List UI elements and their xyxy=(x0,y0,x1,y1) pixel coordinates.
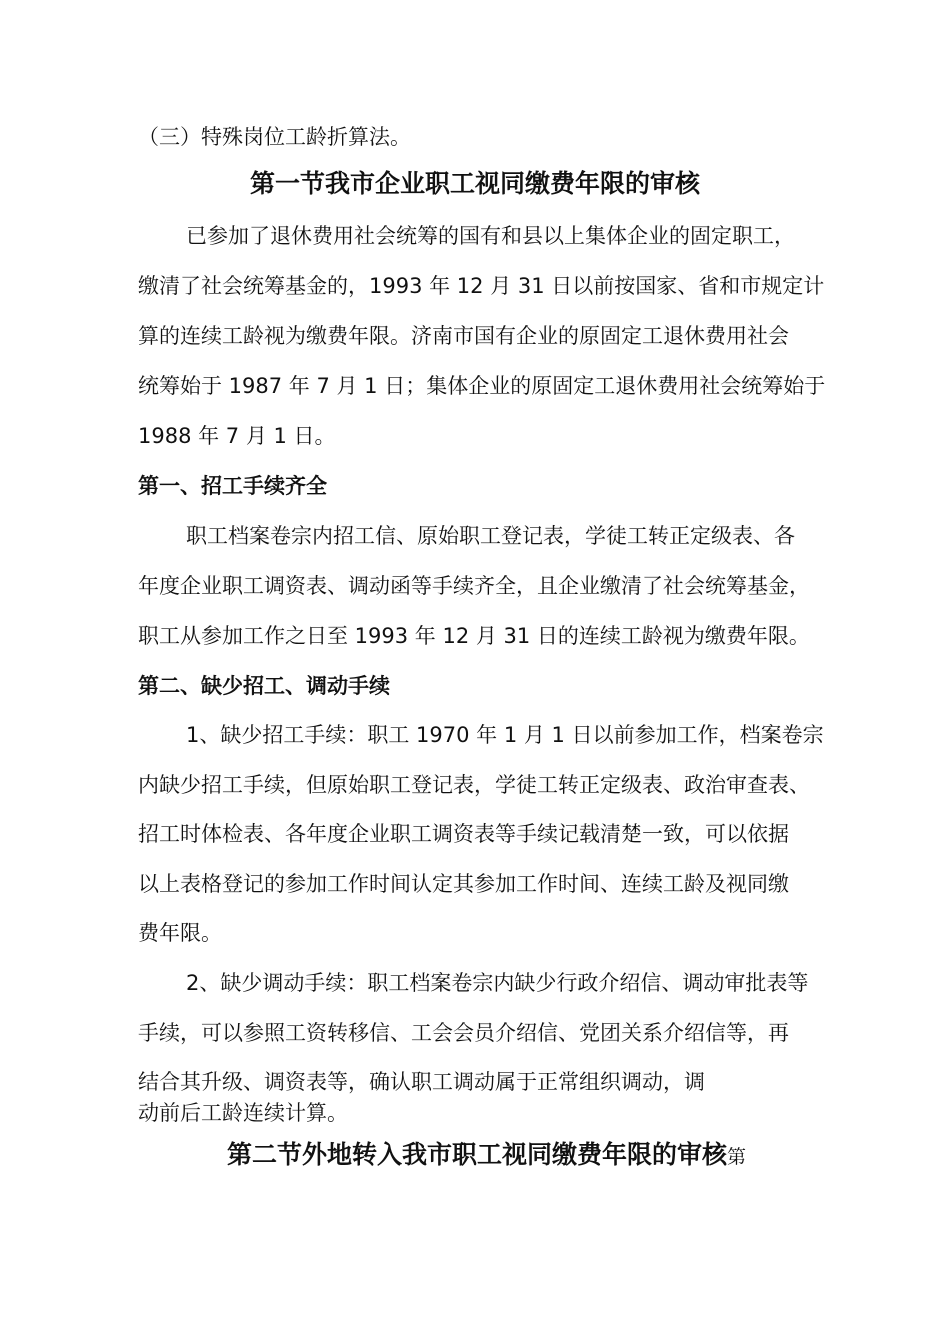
section2-title xyxy=(227,1140,746,1172)
part2-item1-line: 费年限。 xyxy=(138,921,222,945)
part2-item2-line: 动前后工龄连续计算。 xyxy=(138,1101,348,1125)
part2-item1-line: 招工时体检表、各年度企业职工调资表等手续记载清楚一致，可以依据 xyxy=(138,822,789,846)
part2-heading: 第二、缺少招工、调动手续 xyxy=(138,674,390,698)
section1-paragraph-line: 已参加了退休费用社会统筹的国有和县以上集体企业的固定职工， xyxy=(186,224,795,248)
part1-line: 年度企业职工调资表、调动函等手续齐全，且企业缴清了社会统筹基金， xyxy=(138,574,810,598)
part2-item1-line: 1、缺少招工手续：职工 1970 年 1 月 1 日以前参加工作，档案卷宗 xyxy=(186,723,824,747)
section1-paragraph-line: 算的连续工龄视为缴费年限。济南市国有企业的原固定工退休费用社会 xyxy=(138,324,789,348)
part2-item1-line: 内缺少招工手续，但原始职工登记表，学徒工转正定级表、政治审查表、 xyxy=(138,773,810,797)
section1-title: 第一节我市企业职工视同缴费年限的审核 xyxy=(249,169,700,198)
section1-paragraph-line: 统筹始于 1987 年 7 月 1 日；集体企业的原固定工退休费用社会统筹始于 xyxy=(138,374,826,398)
part1-line: 职工从参加工作之日至 1993 年 12 月 31 日的连续工龄视为缴费年限。 xyxy=(138,624,810,648)
section1-paragraph-line: 缴清了社会统筹基金的，1993 年 12 月 31 日以前按国家、省和市规定计 xyxy=(138,274,825,298)
part2-item2-line: 结合其升级、调资表等，确认职工调动属于正常组织调动，调 xyxy=(138,1070,705,1094)
part1-line: 职工档案卷宗内招工信、原始职工登记表，学徒工转正定级表、各 xyxy=(186,524,795,548)
part2-item2-line: 2、缺少调动手续：职工档案卷宗内缺少行政介绍信、调动审批表等 xyxy=(186,971,809,995)
section2-title-tail: 第 xyxy=(727,1146,747,1168)
part2-item2-line: 手续，可以参照工资转移信、工会会员介绍信、党团关系介绍信等，再 xyxy=(138,1021,789,1045)
part2-item1-line: 以上表格登记的参加工作时间认定其参加工作时间、连续工龄及视同缴 xyxy=(138,872,789,896)
section2-title-text: 第二节外地转入我市职工视同缴费年限的审核 xyxy=(227,1140,728,1169)
intro-line: （三）特殊岗位工龄折算法。 xyxy=(138,125,411,149)
part1-heading: 第一、招工手续齐全 xyxy=(138,474,327,498)
section1-paragraph-line: 1988 年 7 月 1 日。 xyxy=(138,424,336,448)
